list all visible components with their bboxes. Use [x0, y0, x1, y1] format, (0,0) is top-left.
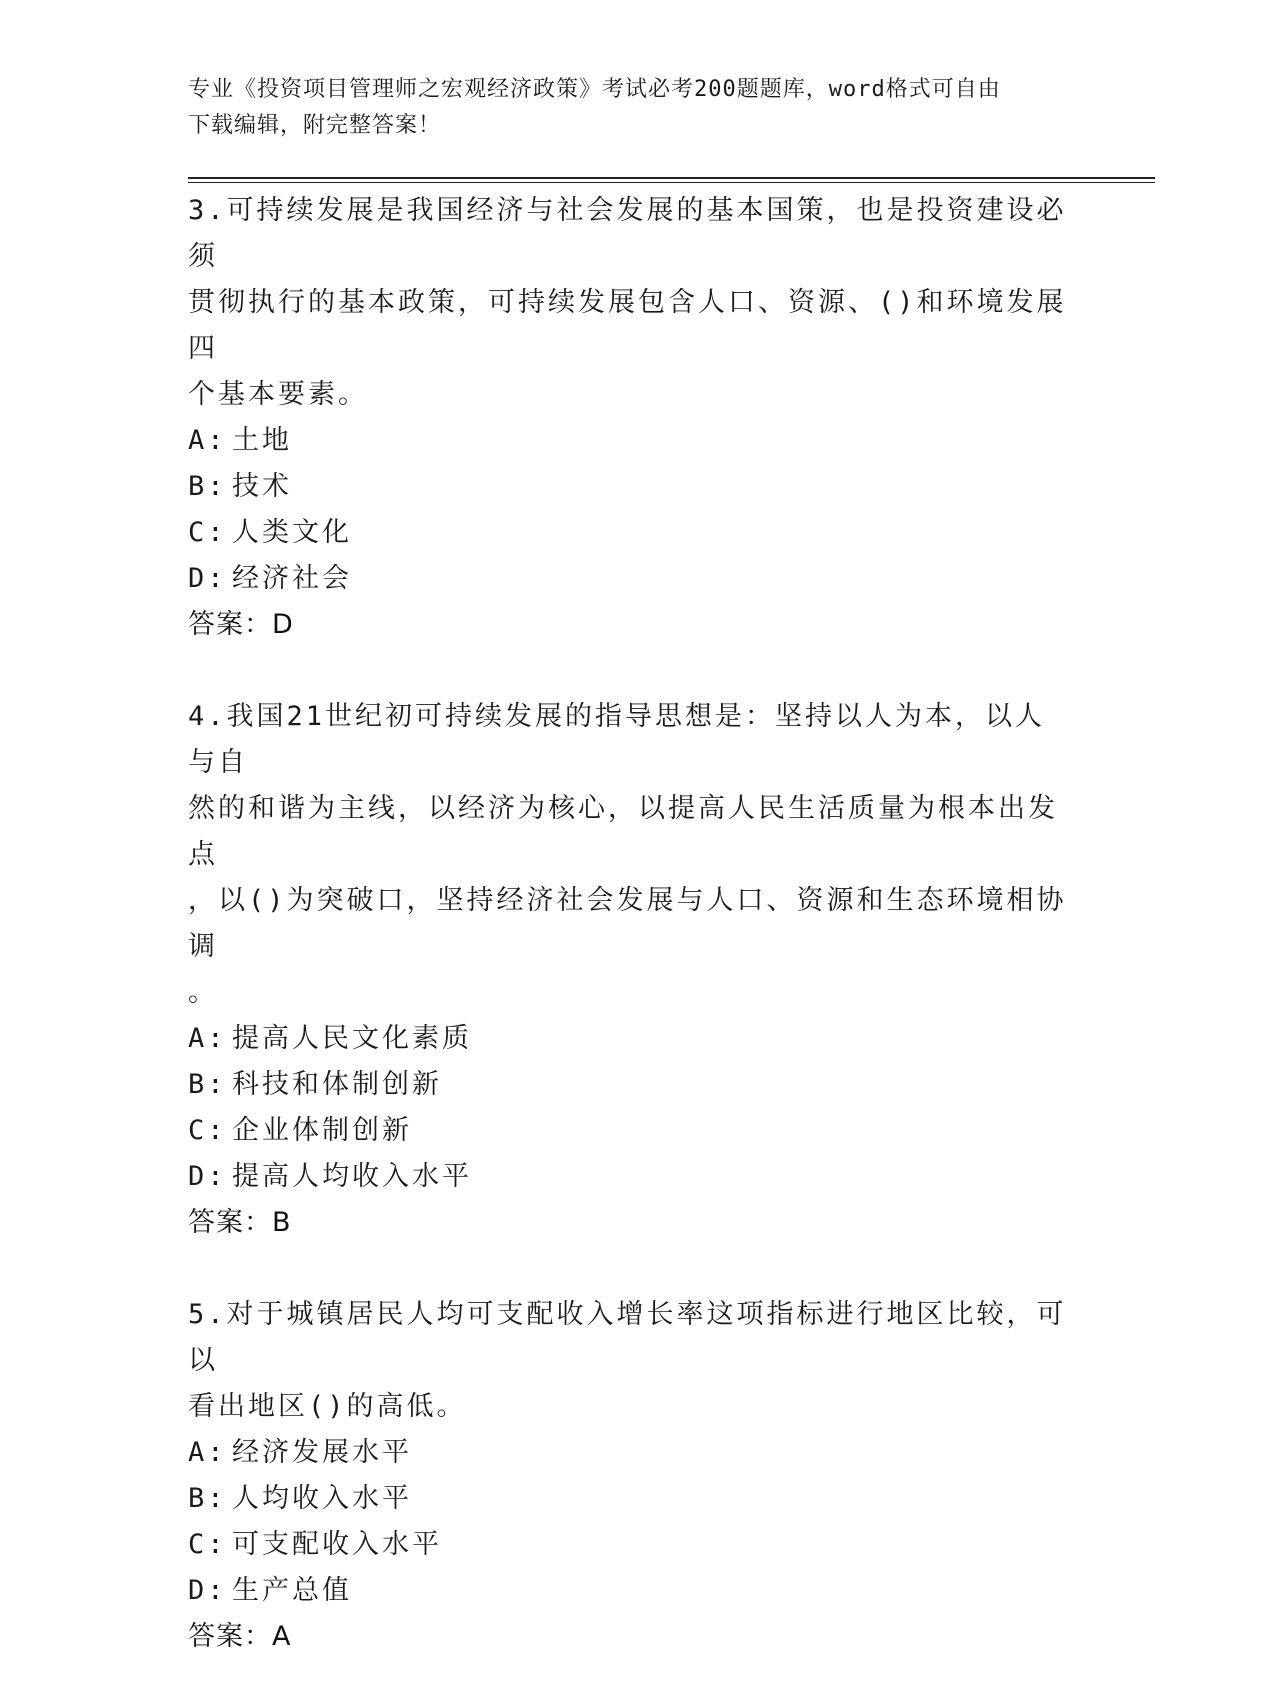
option-text: 提高人均收入水平 [232, 1161, 472, 1192]
question-stem-line: 个基本要素。 [188, 379, 368, 410]
option-d [188, 556, 1068, 602]
question-stem-line: 4.我国21世纪初可持续发展的指导思想是：坚持以人为本，以人与自 [188, 701, 1046, 778]
option-key: D: [188, 563, 227, 594]
option-key: C: [188, 1529, 227, 1560]
question-list [188, 188, 1068, 1706]
question-stem-line: 然的和谐为主线，以经济为核心，以提高人民生活质量为根本出发点 [188, 793, 1058, 870]
option-key: C: [188, 517, 227, 548]
option-a [188, 1430, 1068, 1476]
document-header [188, 72, 1068, 144]
question-stem-line: 看出地区()的高低。 [188, 1391, 467, 1422]
option-b [188, 1476, 1068, 1522]
question-stem-line: ，以()为突破口，坚持经济社会发展与人口、资源和生态环境相协调 [188, 885, 1067, 962]
option-text: 技术 [232, 471, 292, 502]
option-key: A: [188, 425, 227, 456]
option-text: 经济社会 [232, 563, 352, 594]
option-key: A: [188, 1437, 227, 1468]
answer-line: 答案：D [188, 609, 294, 640]
option-text: 人类文化 [232, 517, 352, 548]
option-text: 提高人民文化素质 [232, 1023, 472, 1054]
header-divider-thin [188, 182, 1155, 183]
option-a [188, 1016, 1068, 1062]
option-text: 经济发展水平 [232, 1437, 412, 1468]
option-text: 土地 [232, 425, 292, 456]
option-text: 科技和体制创新 [232, 1069, 442, 1100]
option-key: D: [188, 1161, 227, 1192]
option-key: B: [188, 1483, 227, 1514]
option-d [188, 1568, 1068, 1614]
question-4 [188, 694, 1068, 1246]
option-c [188, 510, 1068, 556]
question-stem-line: 5.对于城镇居民人均可支配收入增长率这项指标进行地区比较，可以 [188, 1299, 1067, 1376]
option-c [188, 1522, 1068, 1568]
header-divider [188, 177, 1155, 179]
question-stem-line: 贯彻执行的基本政策，可持续发展包含人口、资源、()和环境发展四 [188, 287, 1067, 364]
option-key: B: [188, 471, 227, 502]
answer-line: 答案：A [188, 1621, 292, 1652]
option-key: D: [188, 1575, 227, 1606]
option-key: C: [188, 1115, 227, 1146]
option-key: A: [188, 1023, 227, 1054]
option-text: 可支配收入水平 [232, 1529, 442, 1560]
header-line-1: 专业《投资项目管理师之宏观经济政策》考试必考200题题库，word格式可自由 [188, 77, 1001, 102]
option-c [188, 1108, 1068, 1154]
question-stem-line: 。 [188, 977, 218, 1008]
option-a [188, 418, 1068, 464]
question-stem-line: 3.可持续发展是我国经济与社会发展的基本国策，也是投资建设必须 [188, 195, 1067, 272]
option-text: 人均收入水平 [232, 1483, 412, 1514]
header-line-2: 下载编辑，附完整答案！ [188, 113, 442, 138]
option-text: 企业体制创新 [232, 1115, 412, 1146]
option-d [188, 1154, 1068, 1200]
option-b [188, 1062, 1068, 1108]
option-key: B: [188, 1069, 227, 1100]
question-3 [188, 188, 1068, 648]
answer-line: 答案：B [188, 1207, 292, 1238]
option-b [188, 464, 1068, 510]
option-text: 生产总值 [232, 1575, 352, 1606]
question-5 [188, 1292, 1068, 1660]
